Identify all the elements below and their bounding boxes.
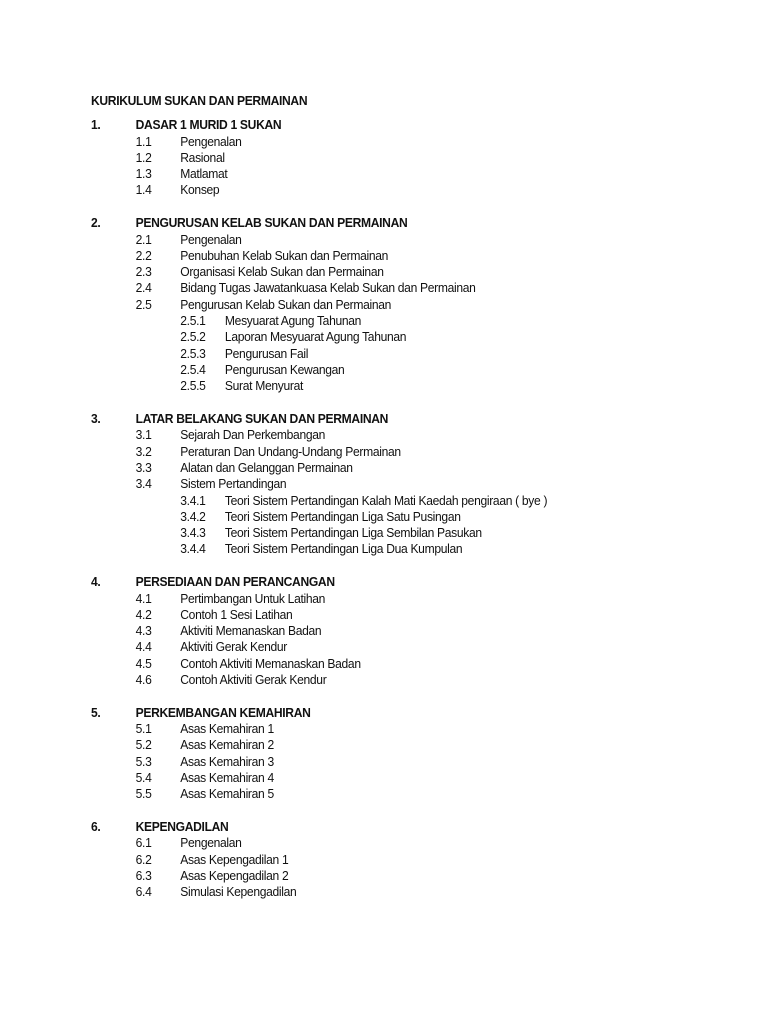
item-number: 6.1	[135, 835, 152, 851]
section-number: 6.	[91, 819, 101, 835]
list-item	[91, 476, 547, 492]
sub-item-text: Teori Sistem Pertandingan Kalah Mati Kaedah pengiraan ( bye )	[224, 492, 548, 508]
item-text: Simulasi Kepengadilan	[180, 884, 297, 900]
sub-item-number: 3.4.2	[180, 508, 206, 524]
section-number: 2.	[91, 215, 101, 231]
sub-item-text: Teori Sistem Pertandingan Liga Sembilan Pasukan	[224, 525, 482, 541]
list-item	[91, 835, 547, 851]
section-heading	[91, 117, 547, 133]
section	[91, 411, 547, 558]
item-number: 2.2	[135, 247, 152, 263]
list-item	[91, 134, 547, 150]
sub-item-number: 2.5.2	[180, 329, 206, 345]
item-number: 1.3	[135, 166, 152, 182]
item-text: Rasional	[180, 149, 225, 165]
sub-list-item	[91, 493, 547, 509]
item-text: Matlamat	[180, 166, 228, 182]
sub-list-item	[91, 346, 547, 362]
item-text: Sistem Pertandingan	[180, 476, 287, 492]
sub-item-text: Mesyuarat Agung Tahunan	[224, 313, 362, 329]
item-number: 1.1	[135, 133, 152, 149]
section-heading	[91, 411, 547, 427]
list-item	[91, 264, 547, 280]
list-item	[91, 591, 547, 607]
sub-item-text: Pengurusan Kewangan	[224, 361, 345, 377]
item-number: 1.2	[135, 149, 152, 165]
item-text: Asas Kemahiran 4	[180, 769, 274, 785]
sub-item-number: 3.4.3	[180, 525, 206, 541]
sub-item-number: 2.5.1	[180, 313, 206, 329]
item-number: 4.6	[135, 672, 152, 687]
list-item	[91, 150, 547, 166]
item-number: 5.4	[135, 769, 152, 785]
item-text: Pengenalan	[180, 835, 242, 851]
item-text: Aktiviti Gerak Kendur	[180, 639, 288, 655]
item-text: Pengenalan	[180, 133, 242, 149]
item-number: 3.1	[135, 427, 152, 443]
item-number: 6.3	[135, 867, 152, 883]
sub-item-text: Surat Menyurat	[224, 378, 304, 394]
section-heading	[91, 574, 547, 590]
section-number: 1.	[91, 117, 101, 133]
item-text: Asas Kemahiran 5	[180, 786, 274, 802]
section-title: DASAR 1 MURID 1 SUKAN	[135, 117, 282, 133]
item-number: 3.3	[135, 459, 152, 475]
list-item	[91, 656, 547, 672]
list-item	[91, 852, 547, 868]
item-number: 2.3	[135, 264, 152, 280]
item-text: Organisasi Kelab Sukan dan Permainan	[180, 264, 384, 280]
sub-item-text: Teori Sistem Pertandingan Liga Satu Pusingan	[224, 508, 461, 524]
section-list	[91, 117, 547, 900]
sub-item-number: 3.4.1	[180, 492, 206, 508]
item-text: Pengurusan Kelab Sukan dan Permainan	[180, 296, 392, 312]
item-number: 1.4	[135, 182, 152, 198]
list-item	[91, 607, 547, 623]
section-title: PENGURUSAN KELAB SUKAN DAN PERMAINAN	[135, 215, 408, 231]
sub-item-text: Laporan Mesyuarat Agung Tahunan	[224, 329, 407, 345]
list-item	[91, 297, 547, 313]
section-number: 3.	[91, 411, 101, 427]
list-item	[91, 460, 547, 476]
section-heading	[91, 819, 547, 835]
item-number: 2.5	[135, 296, 152, 312]
sub-list-item	[91, 378, 547, 394]
list-item	[91, 427, 547, 443]
item-text: Asas Kepengadilan 2	[180, 867, 289, 883]
list-item	[91, 639, 547, 655]
item-number: 5.2	[135, 737, 152, 753]
section-title: LATAR BELAKANG SUKAN DAN PERMAINAN	[135, 411, 389, 427]
item-text: Asas Kemahiran 2	[180, 737, 274, 753]
list-item	[91, 754, 547, 770]
item-number: 5.3	[135, 753, 152, 769]
item-text: Pertimbangan Untuk Latihan	[180, 590, 326, 606]
section-title: KEPENGADILAN	[135, 819, 229, 835]
list-item	[91, 166, 547, 182]
section-heading	[91, 705, 547, 721]
item-text: Sejarah Dan Perkembangan	[180, 427, 326, 443]
list-item	[91, 770, 547, 786]
item-text: Contoh Aktiviti Gerak Kendur	[180, 672, 327, 687]
item-number: 4.4	[135, 639, 152, 655]
item-text: Contoh 1 Sesi Latihan	[180, 606, 293, 622]
sub-item-number: 3.4.4	[180, 541, 206, 557]
item-number: 4.1	[135, 590, 152, 606]
list-item	[91, 248, 547, 264]
section-number: 5.	[91, 704, 101, 720]
sub-item-text: Teori Sistem Pertandingan Liga Dua Kumpulan	[224, 541, 463, 557]
sub-list-item	[91, 525, 547, 541]
item-text: Asas Kemahiran 1	[180, 721, 274, 737]
sub-item-text: Pengurusan Fail	[224, 345, 309, 361]
sub-item-number: 2.5.4	[180, 361, 206, 377]
sub-list-item	[91, 329, 547, 345]
document-body	[91, 93, 547, 917]
sub-item-number: 2.5.3	[180, 345, 206, 361]
item-number: 5.5	[135, 786, 152, 802]
list-item	[91, 737, 547, 753]
sub-list-item	[91, 541, 547, 557]
list-item	[91, 232, 547, 248]
item-text: Asas Kepengadilan 1	[180, 851, 289, 867]
section	[91, 117, 547, 198]
sub-item-number: 2.5.5	[180, 378, 206, 394]
item-text: Aktiviti Memanaskan Badan	[180, 623, 322, 639]
item-text: Penubuhan Kelab Sukan dan Permainan	[180, 247, 389, 263]
item-text: Alatan dan Gelanggan Permainan	[180, 459, 353, 475]
item-number: 2.1	[135, 231, 152, 247]
list-item	[91, 868, 547, 884]
item-number: 6.4	[135, 884, 152, 900]
item-text: Contoh Aktiviti Memanaskan Badan	[180, 655, 361, 671]
section	[91, 574, 547, 688]
item-number: 6.2	[135, 851, 152, 867]
section-title: PERSEDIAAN DAN PERANCANGAN	[135, 574, 335, 590]
list-item	[91, 280, 547, 296]
item-number: 5.1	[135, 721, 152, 737]
item-text: Pengenalan	[180, 231, 242, 247]
list-item	[91, 182, 547, 198]
list-item	[91, 884, 547, 900]
item-text: Konsep	[180, 182, 220, 198]
sub-list-item	[91, 509, 547, 525]
item-number: 4.5	[135, 655, 152, 671]
section	[91, 819, 547, 900]
item-text: Peraturan Dan Undang-Undang Permainan	[180, 443, 401, 459]
list-item	[91, 721, 547, 737]
item-text: Asas Kemahiran 3	[180, 753, 274, 769]
section-heading	[91, 215, 547, 231]
item-number: 4.2	[135, 606, 152, 622]
section-title: PERKEMBANGAN KEMAHIRAN	[135, 704, 311, 720]
item-number: 2.4	[135, 280, 152, 296]
sub-list-item	[91, 313, 547, 329]
list-item	[91, 786, 547, 802]
section	[91, 215, 547, 394]
item-number: 3.2	[135, 443, 152, 459]
list-item	[91, 672, 547, 688]
list-item	[91, 623, 547, 639]
section-number: 4.	[91, 574, 101, 590]
list-item	[91, 444, 547, 460]
item-number: 3.4	[135, 476, 152, 492]
document-title: KURIKULUM SUKAN DAN PERMAINAN	[91, 93, 308, 108]
item-text: Bidang Tugas Jawatankuasa Kelab Sukan dan Permainan	[180, 280, 476, 296]
item-number: 4.3	[135, 623, 152, 639]
section	[91, 705, 547, 803]
sub-list-item	[91, 362, 547, 378]
